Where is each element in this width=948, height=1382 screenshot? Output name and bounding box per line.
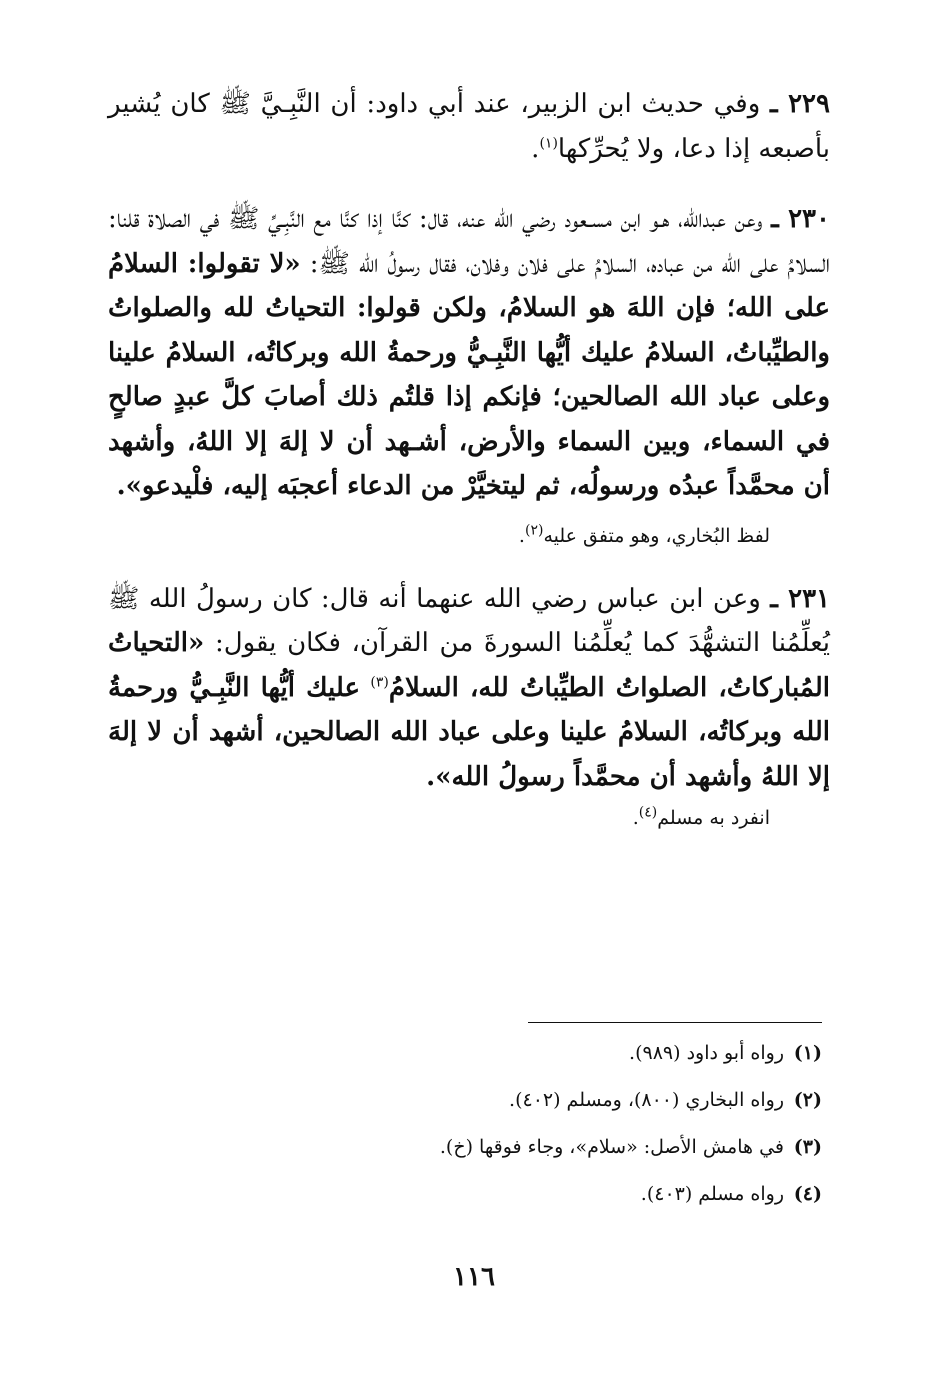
hadith-quote: «التحياتُ المُباركاتُ، الصلواتُ الطيِّباتُ لله، السلامُ — [108, 628, 831, 703]
footnote-item — [300, 1181, 822, 1228]
hadith-number: ٢٣١ ـ — [770, 583, 831, 614]
hadith-source — [108, 803, 770, 833]
footnote-ref[interactable]: (٣) — [370, 673, 389, 690]
footnotes-list — [300, 1040, 822, 1228]
footnote-number: (١) — [793, 1042, 822, 1064]
footnote-item — [300, 1087, 822, 1134]
hadith-229 — [108, 82, 830, 171]
footnote-divider — [528, 1022, 822, 1023]
hadith-number: ٢٢٩ ـ — [769, 89, 830, 119]
hadith-231 — [108, 577, 830, 800]
footnote-number: (٢) — [793, 1089, 822, 1111]
footnote-text: رواه البخاري (٨٠٠)، ومسلم (٤٠٢). — [509, 1089, 784, 1111]
hadith-text: وفي حديث ابن الزبير، عند أبي داود: أن النَّبِـيَّ ﷺ كان يُشير بأصبعه إذا دعا، ولا يُحرِّكها — [108, 89, 830, 164]
hadith-source — [108, 521, 770, 551]
hadith-quote: «لا تقولوا: السلامُ على الله؛ فإن اللهَ هو السلامُ، ولكن قولوا: التحياتُ لله والصلواتُ والطيِّباتُ، السلامُ عليك أيُّها النَّبِـيُّ ورحمةُ الله وبركاتُه، السلامُ علينا وعلى عباد الله الصالحين؛ فإنكم إذا قلتُم ذلك أصابَ كلَّ عبدٍ صالحٍ في السماء، وبين السماء والأرض، أشـهد أن لا إلهَ إلا اللهُ، وأشهد أن محمَّداً عبدُه ورسولُه، ثم ليتخيَّرْ من الدعاء أعجبَه إليه، فلْيدعو». — [108, 248, 830, 501]
hadith-text: وعن عبدالله، هـو ابن مسـعود رضي الله عنه، قال: كنَّا إذا كنَّا مع النَّبِـيِّ ﷺ في الصلاة قلنا: السلامُ على الله من عباده، السلامُ على فلان وفلان، فقال رسولُ الله ﷺ: — [108, 204, 830, 279]
hadith-quote-cont: عليك أيُّها النَّبِـيُّ ورحمةُ الله وبركاتُه، السلامُ علينا وعلى عباد الله الصالحين، أشهد أن لا إلهَ إلا اللهُ وأشهد أن محمَّداً رسولُ الله». — [108, 672, 830, 792]
hadith-230 — [108, 197, 830, 509]
footnote-ref[interactable]: (٤) — [638, 804, 658, 821]
source-text: انفرد به مسلم — [657, 807, 770, 829]
footnote-text: رواه مسلم (٤٠٣). — [640, 1183, 784, 1205]
footnote-number: (٤) — [793, 1183, 822, 1205]
footnote-text: رواه أبو داود (٩٨٩). — [629, 1042, 784, 1064]
footnote-item — [300, 1134, 822, 1181]
hadith-number: ٢٣٠ ـ — [771, 204, 830, 234]
punctuation: . — [518, 524, 525, 547]
footnote-number: (٣) — [793, 1136, 822, 1158]
source-text: لفظ البُخاري، وهو متفق عليه — [543, 524, 770, 547]
punctuation: . — [632, 807, 639, 829]
page-number: ١١٦ — [453, 1262, 495, 1292]
footnote-text: في هامش الأصل: «سلام»، وجاء فوقها (خ). — [439, 1136, 784, 1158]
footnote-ref[interactable]: (١) — [539, 134, 558, 151]
punctuation: . — [531, 133, 540, 164]
footnote-ref[interactable]: (٢) — [524, 522, 544, 539]
page-body — [108, 82, 830, 833]
footnote-item — [300, 1040, 822, 1087]
hadith-text: وعن ابن عباس رضي الله عنهما أنه قال: كان رسولُ الله ﷺ يُعلِّمُنا التشهُّدَ كما يُعلِّمُنا السورةَ من القرآن، فكان يقول: — [108, 583, 830, 658]
